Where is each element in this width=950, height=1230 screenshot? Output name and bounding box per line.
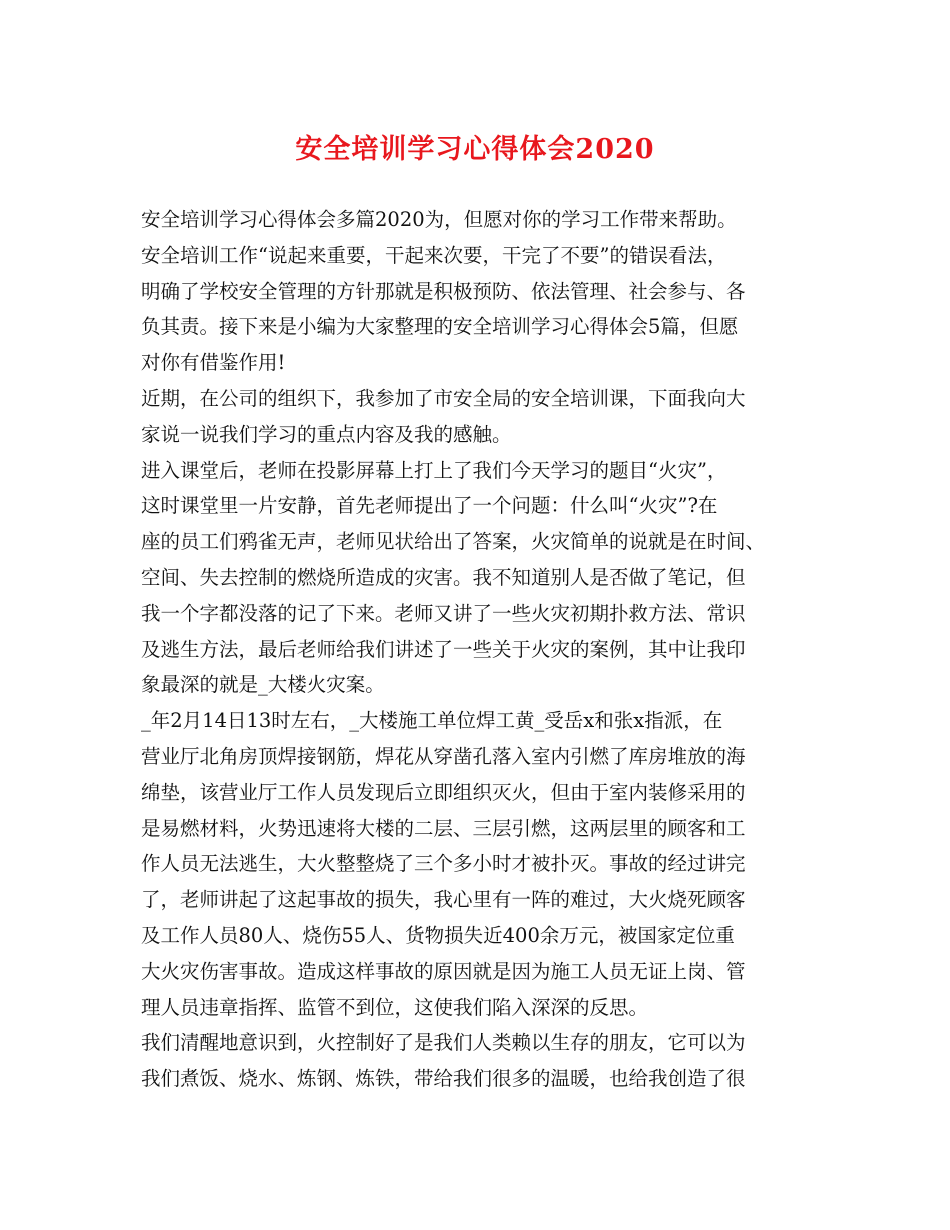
text-line: 对你有借鉴作用! (141, 351, 286, 375)
text-line: 了，老师讲起了这起事故的损失，我心里有一阵的难过，大火烧死顾客 (141, 888, 746, 912)
text-line: 绵垫，该营业厅工作人员发现后立即组织灭火，但由于室内装修采用的 (141, 780, 746, 804)
text-line: 我们清醒地意识到，火控制好了是我们人类赖以生存的朋友，它可以为 (141, 1031, 746, 1055)
text-line: 负其责。接下来是小编为大家整理的安全培训学习心得体会5篇，但愿 (141, 315, 739, 339)
text-line: 是易燃材料，火势迅速将大楼的二层、三层引燃，这两层里的顾客和工 (141, 816, 746, 840)
text-line: 理人员违章指挥、监管不到位，这使我们陷入深深的反思。 (141, 995, 649, 1019)
document-title: 安全培训学习心得体会2020 (295, 134, 655, 165)
text-line: 安全培训学习心得体会多篇2020为，但愿对你的学习工作带来帮助。 (141, 208, 737, 231)
text-line: _年2月14日13时左右，_大楼施工单位焊工黄_受岳x和张x指派，在 (141, 709, 723, 733)
text-line: 我一个字都没落的记了下来。老师又讲了一些火灾初期扑救方法、常识 (141, 601, 746, 625)
text-line: 营业厅北角房顶焊接钢筋，焊花从穿凿孔落入室内引燃了库房堆放的海 (141, 744, 746, 768)
text-line: 及逃生方法，最后老师给我们讲述了一些关于火灾的案例，其中让我印 (141, 637, 746, 661)
text-line: 这时课堂里一片安静，首先老师提出了一个问题：什么叫“火灾”?在 (141, 494, 718, 518)
text-line: 象最深的就是_大楼火灾案。 (141, 673, 385, 697)
text-line: 作人员无法逃生，大火整整烧了三个多小时才被扑灭。事故的经过讲完 (141, 852, 746, 876)
text-line: 座的员工们鸦雀无声，老师见状给出了答案，火灾简单的说就是在时间、 (141, 530, 766, 554)
text-line: 进入课堂后，老师在投影屏幕上打上了我们今天学习的题目“火灾”， (141, 458, 727, 482)
text-line: 大火灾伤害事故。造成这样事故的原因就是因为施工人员无证上岗、管 (141, 959, 746, 983)
text-line: 我们煮饭、烧水、炼钢、炼铁，带给我们很多的温暖，也给我创造了很 (141, 1067, 746, 1091)
text-line: 明确了学校安全管理的方针那就是积极预防、依法管理、社会参与、各 (141, 279, 746, 303)
text-line: 安全培训工作“说起来重要，干起来次要，干完了不要”的错误看法， (141, 243, 727, 267)
text-line: 近期，在公司的组织下，我参加了市安全局的安全培训课，下面我向大 (141, 386, 746, 410)
text-line: 空间、失去控制的燃烧所造成的灾害。我不知道别人是否做了笔记，但 (141, 565, 746, 589)
text-line: 及工作人员80人、烧伤55人、货物损失近400余万元，被国家定位重 (141, 923, 735, 947)
document-body (141, 202, 821, 1097)
text-line: 家说一说我们学习的重点内容及我的感触。 (141, 422, 512, 446)
